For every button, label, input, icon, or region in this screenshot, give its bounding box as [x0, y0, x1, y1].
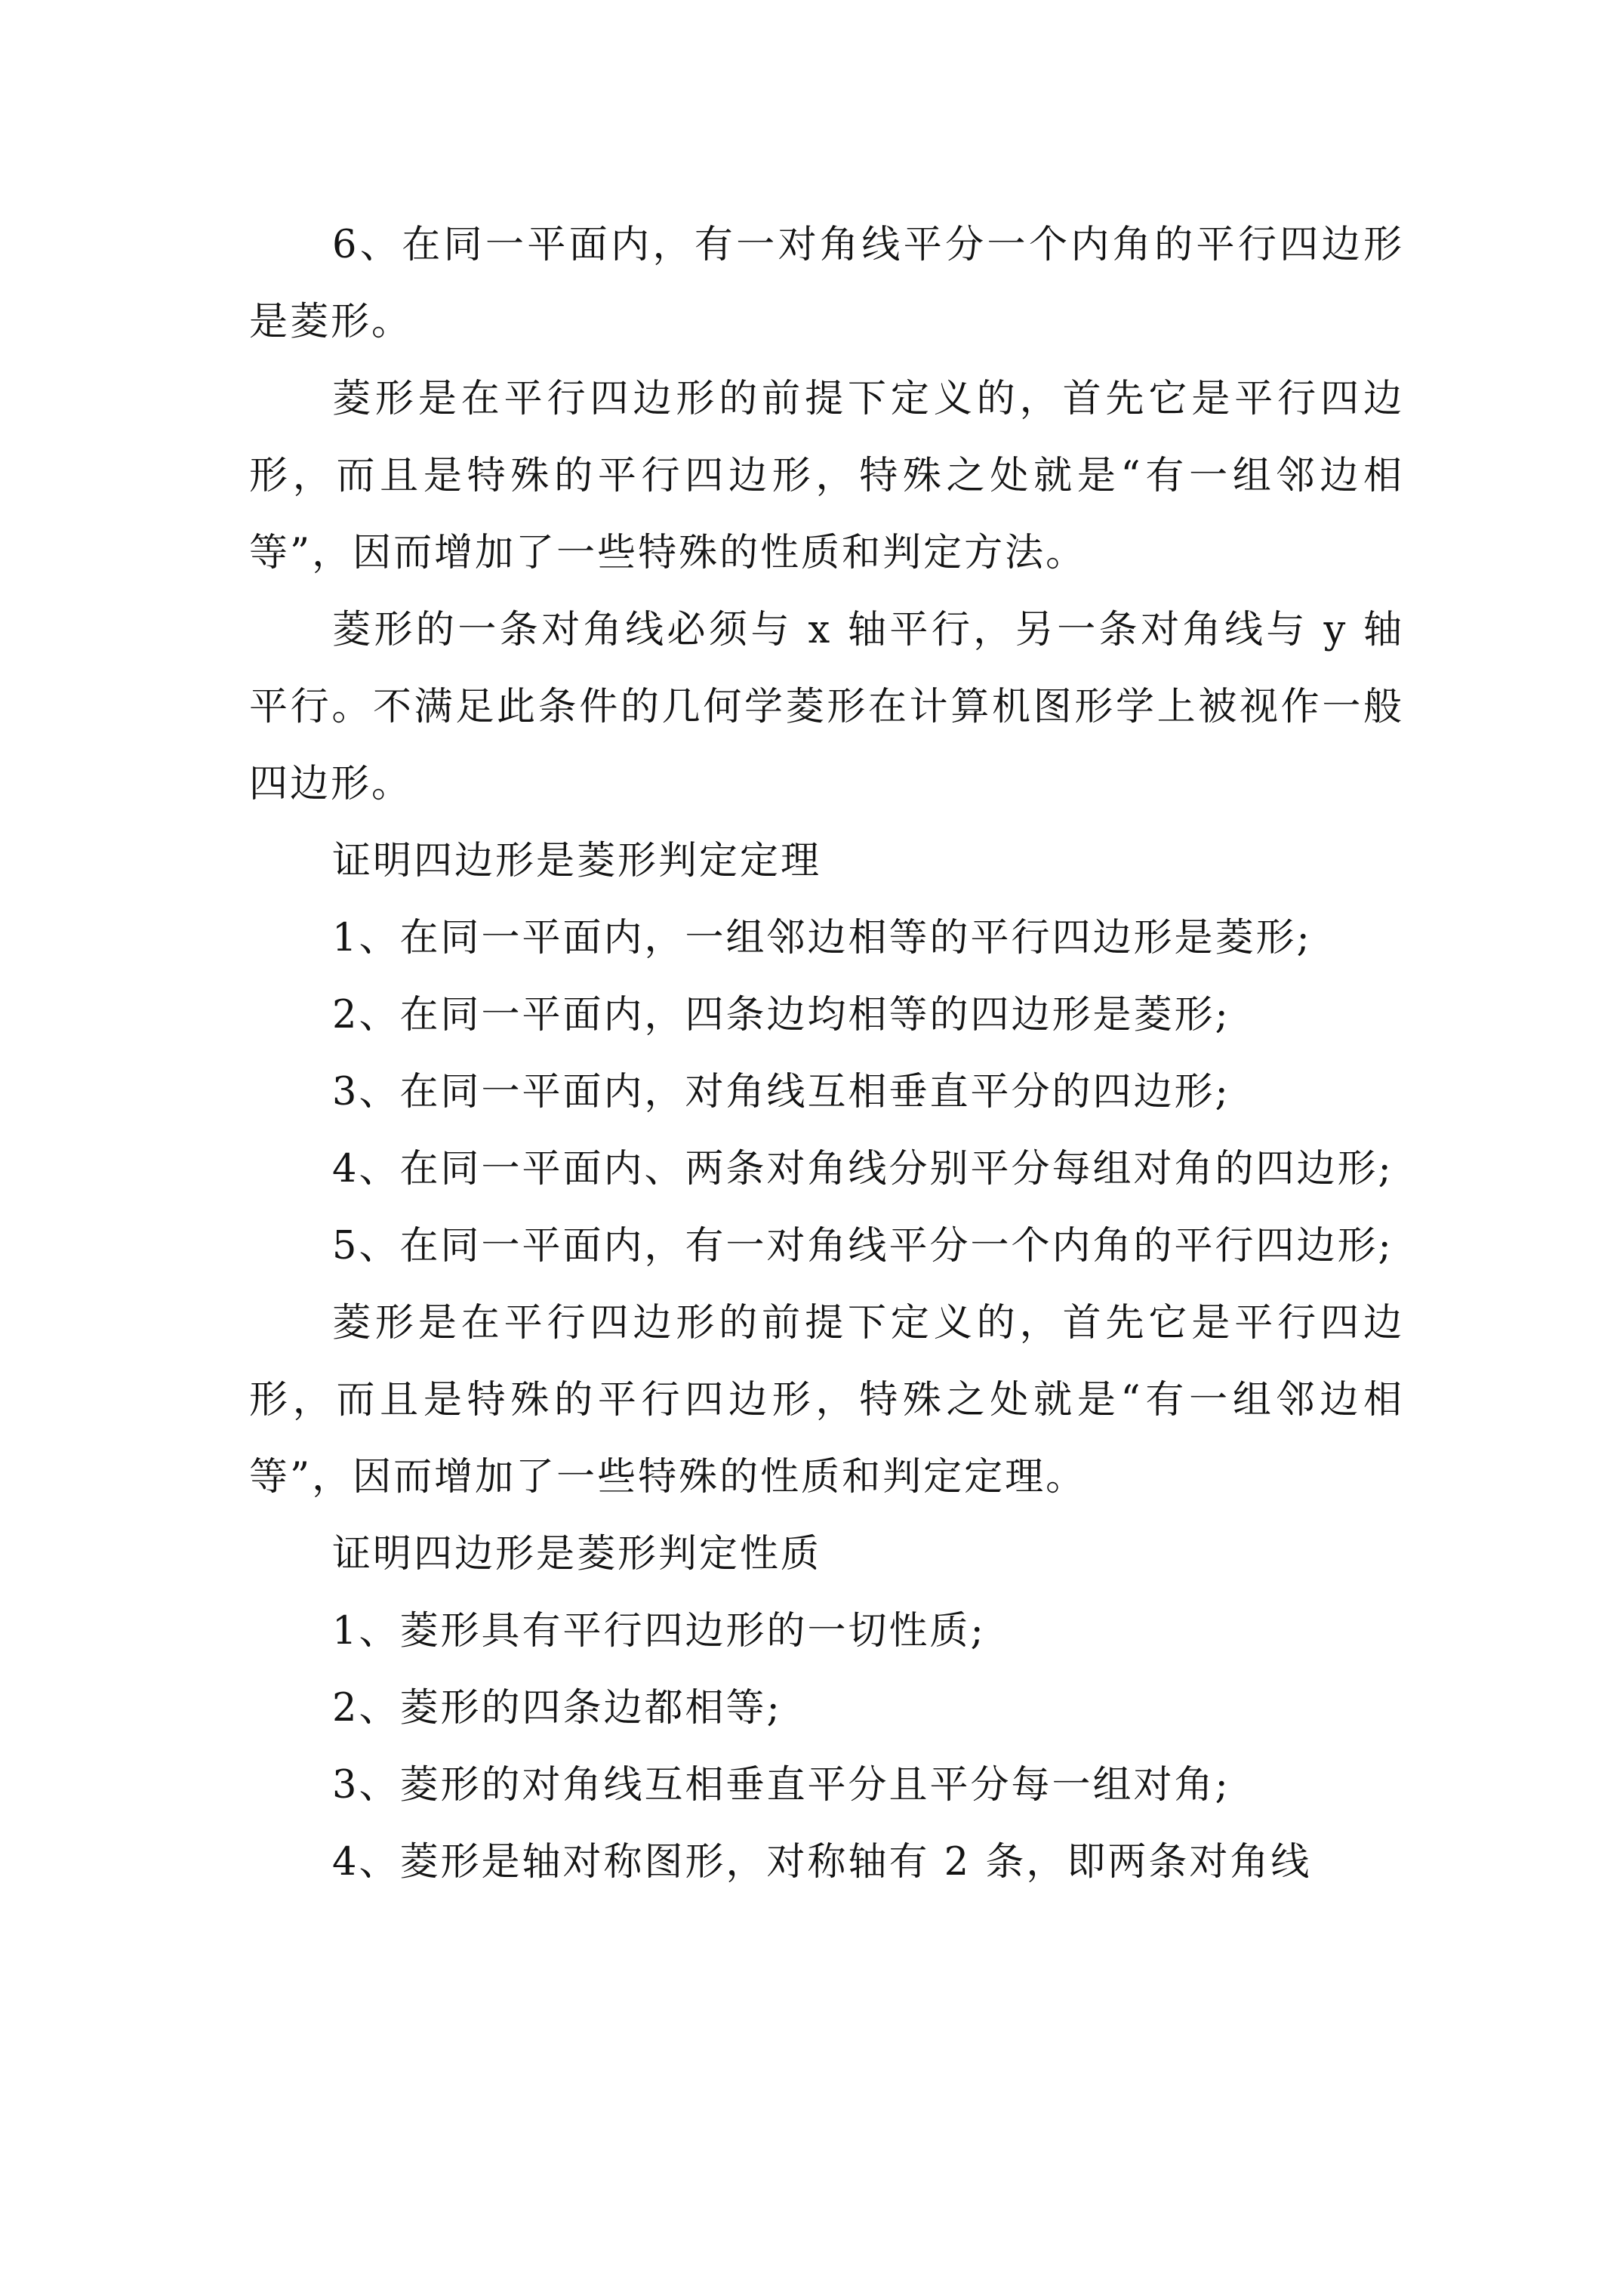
paragraph-graphics-note: 菱形的一条对角线必须与 x 轴平行，另一条对角线与 y 轴平行。不满足此条件的几何学菱形在计算机图形学上被视作一般四边形。 [249, 608, 1404, 806]
property-item-2: 2、菱形的四条边都相等; [332, 1686, 782, 1730]
theorem-item-4: 4、在同一平面内、两条对角线分别平分每组对角的四边形; [332, 1147, 1394, 1191]
theorem-item-3: 3、在同一平面内，对角线互相垂直平分的四边形; [332, 1070, 1230, 1114]
property-item-1: 1、菱形具有平行四边形的一切性质; [332, 1609, 986, 1653]
theorem-item-5: 5、在同一平面内，有一对角线平分一个内角的平行四边形; [332, 1224, 1394, 1268]
property-item-3: 3、菱形的对角线互相垂直平分且平分每一组对角; [332, 1763, 1230, 1808]
property-item-4: 4、菱形是轴对称图形，对称轴有 2 条，即两条对角线 [332, 1840, 1312, 1885]
document-body [249, 207, 1404, 1901]
paragraph-definition-note: 菱形是在平行四边形的前提下定义的，首先它是平行四边形，而且是特殊的平行四边形，特殊之处就是“有一组邻边相等”，因而增加了一些特殊的性质和判定方法。 [249, 377, 1404, 575]
theorem-item-1: 1、在同一平面内，一组邻边相等的平行四边形是菱形; [332, 916, 1312, 960]
paragraph-definition-note-2: 菱形是在平行四边形的前提下定义的，首先它是平行四边形，而且是特殊的平行四边形，特殊之处就是“有一组邻边相等”，因而增加了一些特殊的性质和判定定理。 [249, 1301, 1404, 1499]
paragraph-criterion-6: 6、在同一平面内，有一对角线平分一个内角的平行四边形是菱形。 [249, 223, 1404, 344]
section-heading-properties: 证明四边形是菱形判定性质 [332, 1532, 822, 1576]
theorem-item-2: 2、在同一平面内，四条边均相等的四边形是菱形; [332, 993, 1230, 1037]
section-heading-theorems: 证明四边形是菱形判定定理 [332, 839, 822, 883]
